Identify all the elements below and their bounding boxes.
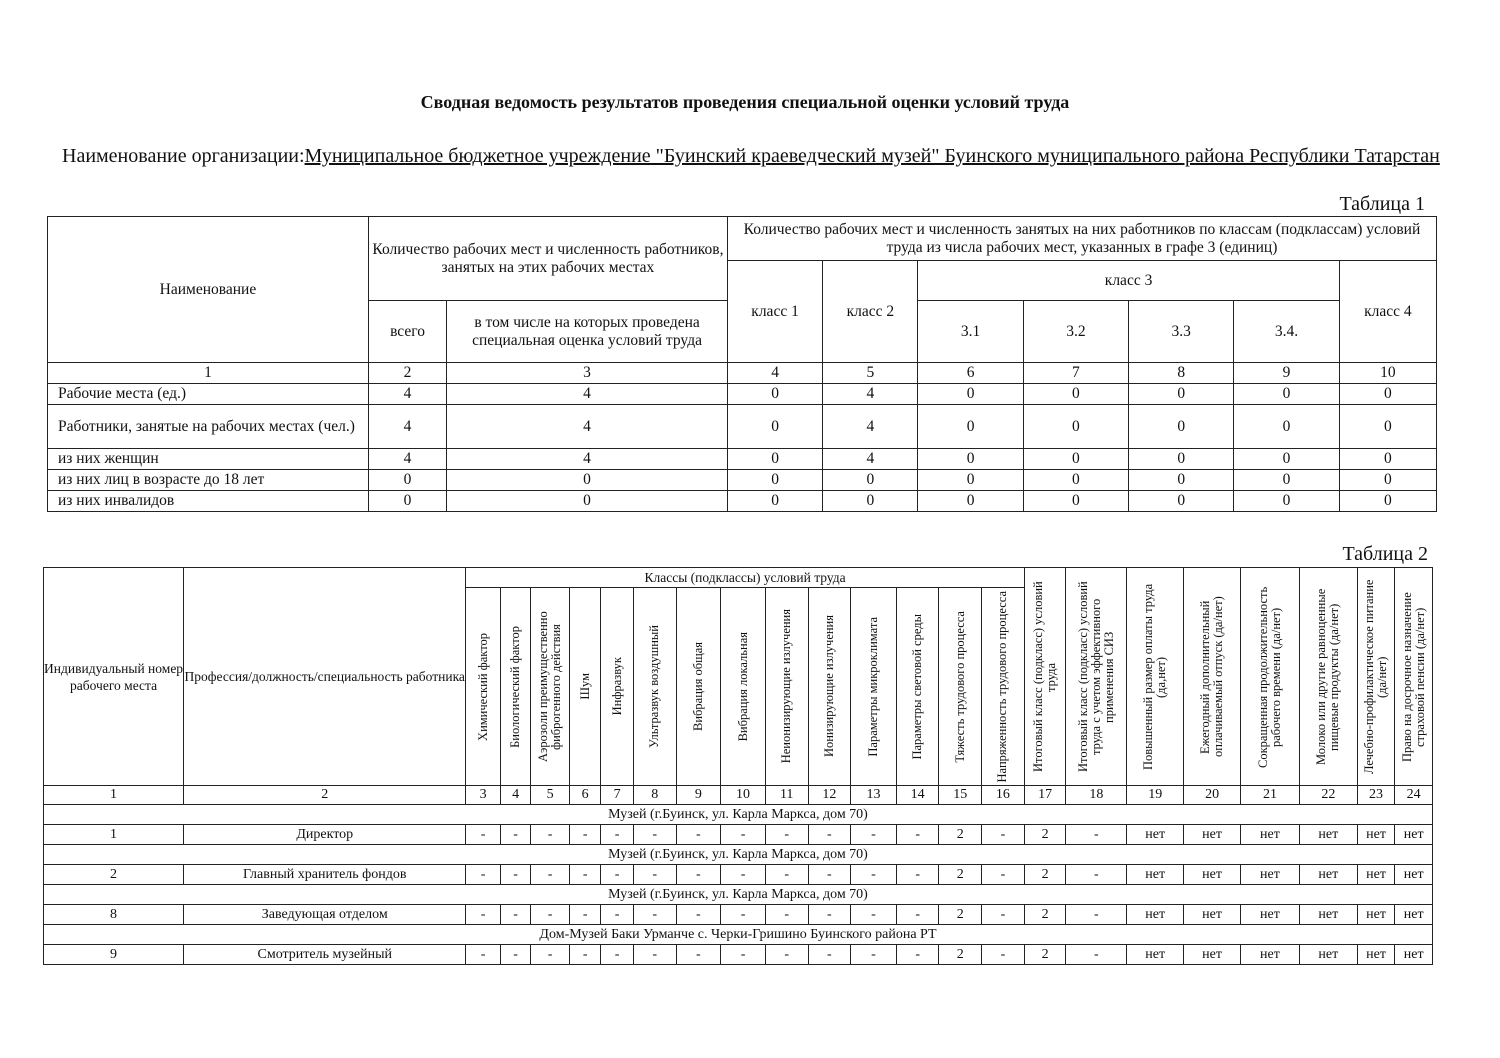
cell-value: 2	[1024, 945, 1066, 965]
cell-value: -	[466, 905, 501, 925]
cell-value: нет	[1184, 825, 1241, 845]
profession: Смотритель музейный	[184, 945, 466, 965]
workplace-id: 8	[44, 905, 184, 925]
header-factor	[896, 588, 939, 786]
organization-label: Наименование организации:	[62, 145, 305, 167]
cell-value: 2	[1024, 865, 1066, 885]
header-factor-text: Аэрозоли преимущественно фиброгенного действия	[536, 611, 564, 762]
cell-value: -	[676, 865, 721, 885]
table-row	[48, 491, 1437, 512]
header-factor	[939, 588, 982, 786]
cell-value: -	[633, 865, 676, 885]
cell-value: -	[633, 825, 676, 845]
workplace-id: 2	[44, 865, 184, 885]
column-number: 20	[1184, 786, 1241, 805]
cell-value: нет	[1127, 945, 1184, 965]
column-number: 8	[1129, 363, 1234, 384]
header-3-2: 3.2	[1023, 301, 1128, 363]
cell-value: -	[765, 865, 808, 885]
column-number: 7	[1023, 363, 1128, 384]
cell-value: -	[808, 905, 851, 925]
cell-value: 0	[918, 491, 1023, 512]
table-row	[44, 945, 1433, 965]
table-row	[48, 449, 1437, 470]
header-extra-text: Ежегодный дополнительный оплачиваемый отпуск (да/нет)	[1198, 596, 1226, 757]
profession: Главный хранитель фондов	[184, 865, 466, 885]
cell-value: -	[765, 825, 808, 845]
column-number: 6	[918, 363, 1023, 384]
cell-value: -	[1066, 865, 1127, 885]
header-factor	[466, 588, 501, 786]
cell-value: 0	[1023, 470, 1128, 491]
header-factor-text: Вибрация общая	[690, 642, 705, 731]
cell-value: нет	[1395, 945, 1433, 965]
cell-value: нет	[1299, 865, 1357, 885]
cell-value: 0	[1234, 405, 1339, 449]
cell-value: 2	[939, 945, 982, 965]
cell-value: -	[765, 905, 808, 925]
header-factor	[765, 588, 808, 786]
cell-value: -	[851, 825, 897, 845]
column-number: 8	[633, 786, 676, 805]
table-row	[48, 470, 1437, 491]
header-class1: класс 1	[727, 261, 822, 363]
header-extra-text: Лечебно-профилактическое питание (да/нет)	[1362, 579, 1390, 774]
cell-value: нет	[1241, 865, 1300, 885]
cell-value: нет	[1241, 905, 1300, 925]
cell-value: 0	[368, 470, 446, 491]
cell-value: нет	[1127, 905, 1184, 925]
cell-value: -	[531, 865, 570, 885]
header-total: всего	[368, 301, 446, 363]
cell-value: -	[569, 905, 600, 925]
header-factor	[531, 588, 570, 786]
cell-value: 0	[727, 470, 822, 491]
header-extra-text: Молоко или другие равноценные пищевые продукты (да/нет)	[1314, 588, 1342, 765]
cell-value: -	[851, 905, 897, 925]
cell-value: 0	[727, 384, 822, 405]
cell-value: -	[500, 825, 530, 845]
column-number: 16	[982, 786, 1025, 805]
location-name: Музей (г.Буинск, ул. Карла Маркса, дом 70)	[44, 845, 1433, 865]
cell-value: 2	[939, 905, 982, 925]
header-factor-text: Параметры световой среды	[910, 613, 925, 760]
column-number: 24	[1395, 786, 1433, 805]
header-extra-text: Итоговый класс (подкласс) условий труда с учетом эффективного применения СИЗ	[1075, 581, 1116, 772]
header-extra-column	[1241, 568, 1300, 786]
cell-value: -	[569, 865, 600, 885]
header-extra-column	[1184, 568, 1241, 786]
cell-value: 0	[1339, 449, 1436, 470]
column-number: 15	[939, 786, 982, 805]
column-number: 1	[44, 786, 184, 805]
cell-value: -	[851, 865, 897, 885]
location-row	[44, 885, 1433, 905]
cell-value: -	[633, 905, 676, 925]
cell-value: -	[1066, 945, 1127, 965]
cell-value: -	[808, 945, 851, 965]
profession: Директор	[184, 825, 466, 845]
cell-value: -	[896, 945, 939, 965]
cell-value: 0	[1234, 491, 1339, 512]
table-row	[48, 384, 1437, 405]
cell-value: 0	[1129, 470, 1234, 491]
column-number: 9	[676, 786, 721, 805]
cell-value: 0	[1023, 491, 1128, 512]
location-row	[44, 845, 1433, 865]
header-factor-text: Шум	[577, 673, 592, 700]
cell-value: -	[896, 825, 939, 845]
cell-value: -	[500, 905, 530, 925]
cell-value: -	[896, 905, 939, 925]
column-number: 4	[500, 786, 530, 805]
cell-value: -	[500, 865, 530, 885]
cell-value: -	[765, 945, 808, 965]
cell-value: 0	[1234, 449, 1339, 470]
table-row	[48, 405, 1437, 449]
header-factor-text: Ионизирующие излучения	[821, 615, 836, 758]
column-number: 12	[808, 786, 851, 805]
header-factor-text: Параметры микроклимата	[865, 616, 880, 757]
cell-value: -	[569, 945, 600, 965]
header-extra-column	[1299, 568, 1357, 786]
column-number: 17	[1024, 786, 1066, 805]
cell-value: нет	[1357, 945, 1395, 965]
cell-value: 0	[727, 405, 822, 449]
cell-value: 0	[1129, 491, 1234, 512]
location-row	[44, 805, 1433, 825]
column-number: 18	[1066, 786, 1127, 805]
header-factor-text: Ультразвук воздушный	[647, 625, 662, 748]
cell-value: 0	[918, 470, 1023, 491]
cell-value: 0	[727, 449, 822, 470]
header-class4: класс 4	[1339, 261, 1436, 363]
cell-value: нет	[1184, 865, 1241, 885]
cell-value: нет	[1184, 945, 1241, 965]
column-number: 10	[721, 786, 766, 805]
cell-value: 0	[823, 470, 918, 491]
table-row	[44, 865, 1433, 885]
cell-value: -	[1066, 825, 1127, 845]
cell-value: -	[676, 905, 721, 925]
cell-value: 0	[447, 470, 728, 491]
cell-value: 2	[1024, 905, 1066, 925]
cell-value: 0	[918, 384, 1023, 405]
header-3-3: 3.3	[1129, 301, 1234, 363]
cell-value: -	[633, 945, 676, 965]
column-number: 3	[466, 786, 501, 805]
column-number: 14	[896, 786, 939, 805]
column-number: 22	[1299, 786, 1357, 805]
column-number: 1	[48, 363, 369, 384]
cell-value: -	[982, 945, 1025, 965]
cell-value: 0	[1234, 384, 1339, 405]
cell-value: -	[808, 865, 851, 885]
column-number: 23	[1357, 786, 1395, 805]
cell-value: 0	[727, 491, 822, 512]
cell-value: 4	[368, 405, 446, 449]
workplace-id: 9	[44, 945, 184, 965]
cell-value: нет	[1357, 825, 1395, 845]
cell-value: 0	[1023, 384, 1128, 405]
cell-value: нет	[1241, 825, 1300, 845]
cell-value: 0	[1023, 449, 1128, 470]
header-factor	[569, 588, 600, 786]
cell-value: -	[982, 905, 1025, 925]
cell-value: 2	[1024, 825, 1066, 845]
column-number: 6	[569, 786, 600, 805]
cell-value: -	[569, 825, 600, 845]
header-extra-column	[1395, 568, 1433, 786]
cell-value: 0	[368, 491, 446, 512]
cell-value: 0	[1339, 405, 1436, 449]
header-factor	[808, 588, 851, 786]
column-number: 2	[184, 786, 466, 805]
cell-value: нет	[1395, 905, 1433, 925]
column-number: 7	[601, 786, 633, 805]
cell-value: нет	[1299, 905, 1357, 925]
header-factor-text: Тяжесть трудового процесса	[952, 610, 967, 763]
column-number: 4	[727, 363, 822, 384]
header-name: Наименование	[48, 217, 369, 363]
column-numbers-row	[44, 786, 1433, 805]
cell-value: -	[601, 905, 633, 925]
cell-value: -	[721, 825, 766, 845]
header-profession: Профессия/должность/специальность работника	[184, 568, 466, 786]
header-assessed: в том числе на которых проведена специальная оценка условий труда	[447, 301, 728, 363]
cell-value: 0	[1339, 470, 1436, 491]
column-number: 5	[531, 786, 570, 805]
cell-value: -	[531, 825, 570, 845]
cell-value: 2	[939, 865, 982, 885]
cell-value: 0	[918, 405, 1023, 449]
cell-value: -	[721, 865, 766, 885]
location-name: Дом-Музей Баки Урманче с. Черки-Гришино Буинского района РТ	[44, 925, 1433, 945]
cell-value: 4	[823, 405, 918, 449]
cell-value: -	[466, 865, 501, 885]
header-class3: класс 3	[918, 261, 1339, 301]
cell-value: -	[808, 825, 851, 845]
cell-value: 4	[823, 449, 918, 470]
cell-value: 4	[447, 449, 728, 470]
cell-value: -	[982, 865, 1025, 885]
column-number: 2	[368, 363, 446, 384]
header-extra-column	[1127, 568, 1184, 786]
column-number: 11	[765, 786, 808, 805]
row-name: из них женщин	[48, 449, 369, 470]
column-number: 5	[823, 363, 918, 384]
cell-value: -	[721, 945, 766, 965]
row-name: Работники, занятые на рабочих местах (чел.)	[48, 405, 369, 449]
profession: Заведующая отделом	[184, 905, 466, 925]
header-factor-text: Химический фактор	[475, 632, 490, 741]
cell-value: -	[676, 945, 721, 965]
cell-value: -	[531, 945, 570, 965]
cell-value: нет	[1241, 945, 1300, 965]
location-row	[44, 925, 1433, 945]
header-factor	[982, 588, 1025, 786]
cell-value: 4	[823, 384, 918, 405]
header-extra-text: Сокращенная продолжительность рабочего времени (да/нет)	[1255, 585, 1283, 768]
cell-value: нет	[1395, 825, 1433, 845]
cell-value: -	[1066, 905, 1127, 925]
cell-value: нет	[1357, 905, 1395, 925]
cell-value: 0	[447, 491, 728, 512]
cell-value: 0	[1234, 470, 1339, 491]
header-condition-classes: Классы (подклассы) условий труда	[466, 568, 1024, 588]
column-number: 19	[1127, 786, 1184, 805]
header-extra-text: Повышенный размер оплаты труда (да,нет)	[1141, 583, 1169, 770]
cell-value: -	[601, 945, 633, 965]
header-factor	[500, 588, 530, 786]
row-name: из них лиц в возрасте до 18 лет	[48, 470, 369, 491]
row-name: из них инвалидов	[48, 491, 369, 512]
cell-value: нет	[1395, 865, 1433, 885]
cell-value: -	[721, 905, 766, 925]
header-factor	[851, 588, 897, 786]
cell-value: -	[466, 825, 501, 845]
row-name: Рабочие места (ед.)	[48, 384, 369, 405]
cell-value: 0	[1339, 491, 1436, 512]
header-3-1: 3.1	[918, 301, 1023, 363]
column-number: 21	[1241, 786, 1300, 805]
table-row	[44, 825, 1433, 845]
header-factor-text: Неионизирующие излучения	[779, 609, 794, 764]
cell-value: 0	[1339, 384, 1436, 405]
column-numbers-row	[48, 363, 1437, 384]
header-extra-column	[1024, 568, 1066, 786]
cell-value: -	[896, 865, 939, 885]
table-row	[44, 905, 1433, 925]
header-extra-column	[1357, 568, 1395, 786]
cell-value: нет	[1127, 825, 1184, 845]
cell-value: нет	[1299, 945, 1357, 965]
header-classes: Количество рабочих мест и численность занятых на них работников по классам (подклассам) условий труда из числа рабочих мест, указанных в графе 3 (единиц)	[727, 217, 1436, 261]
cell-value: 0	[918, 449, 1023, 470]
organization-name: Муниципальное бюджетное учреждение "Буинский краеведческий музей" Буинского муниципального района Республики Татарстан	[304, 145, 1440, 167]
header-factor	[633, 588, 676, 786]
header-extra-column	[1066, 568, 1127, 786]
header-factor-text: Вибрация локальная	[735, 631, 750, 742]
table1-label: Таблица 1	[1339, 193, 1425, 215]
cell-value: нет	[1184, 905, 1241, 925]
header-extra-text: Итоговый класс (подкласс) условий труда	[1031, 581, 1059, 772]
column-number: 3	[447, 363, 728, 384]
organization-line	[62, 143, 1442, 169]
header-factor	[721, 588, 766, 786]
header-3-4: 3.4.	[1234, 301, 1339, 363]
cell-value: -	[601, 865, 633, 885]
cell-value: 0	[1129, 384, 1234, 405]
header-class2: класс 2	[823, 261, 918, 363]
cell-value: 4	[368, 449, 446, 470]
header-factor	[676, 588, 721, 786]
location-name: Музей (г.Буинск, ул. Карла Маркса, дом 70)	[44, 805, 1433, 825]
cell-value: 4	[368, 384, 446, 405]
table2-label: Таблица 2	[1342, 543, 1428, 565]
page-title: Сводная ведомость результатов проведения специальной оценки условий труда	[420, 92, 1070, 112]
header-count: Количество рабочих мест и численность работников, занятых на этих рабочих местах	[368, 217, 727, 301]
workplace-id: 1	[44, 825, 184, 845]
cell-value: 0	[1129, 405, 1234, 449]
header-factor-text: Биологический фактор	[508, 625, 523, 748]
column-number: 10	[1339, 363, 1436, 384]
cell-value: 0	[823, 491, 918, 512]
cell-value: 0	[1129, 449, 1234, 470]
cell-value: 4	[447, 384, 728, 405]
workplaces-table	[43, 567, 1433, 965]
cell-value: 4	[447, 405, 728, 449]
cell-value: нет	[1299, 825, 1357, 845]
cell-value: нет	[1357, 865, 1395, 885]
cell-value: -	[851, 945, 897, 965]
cell-value: -	[601, 825, 633, 845]
header-factor-text: Напряженность трудового процесса	[995, 590, 1010, 783]
cell-value: -	[982, 825, 1025, 845]
cell-value: -	[466, 945, 501, 965]
cell-value: 0	[1023, 405, 1128, 449]
cell-value: нет	[1127, 865, 1184, 885]
column-number: 9	[1234, 363, 1339, 384]
header-factor-text: Инфразвук	[609, 657, 624, 716]
header-extra-text: Право на досрочное назначение страховой пенсии (да/нет)	[1399, 591, 1427, 762]
header-factor	[601, 588, 633, 786]
header-workplace-id: Индивидуальный номер рабочего места	[44, 568, 184, 786]
cell-value: -	[676, 825, 721, 845]
cell-value: -	[500, 945, 530, 965]
cell-value: 2	[939, 825, 982, 845]
location-name: Музей (г.Буинск, ул. Карла Маркса, дом 70)	[44, 885, 1433, 905]
summary-table	[47, 216, 1437, 512]
cell-value: -	[531, 905, 570, 925]
column-number: 13	[851, 786, 897, 805]
